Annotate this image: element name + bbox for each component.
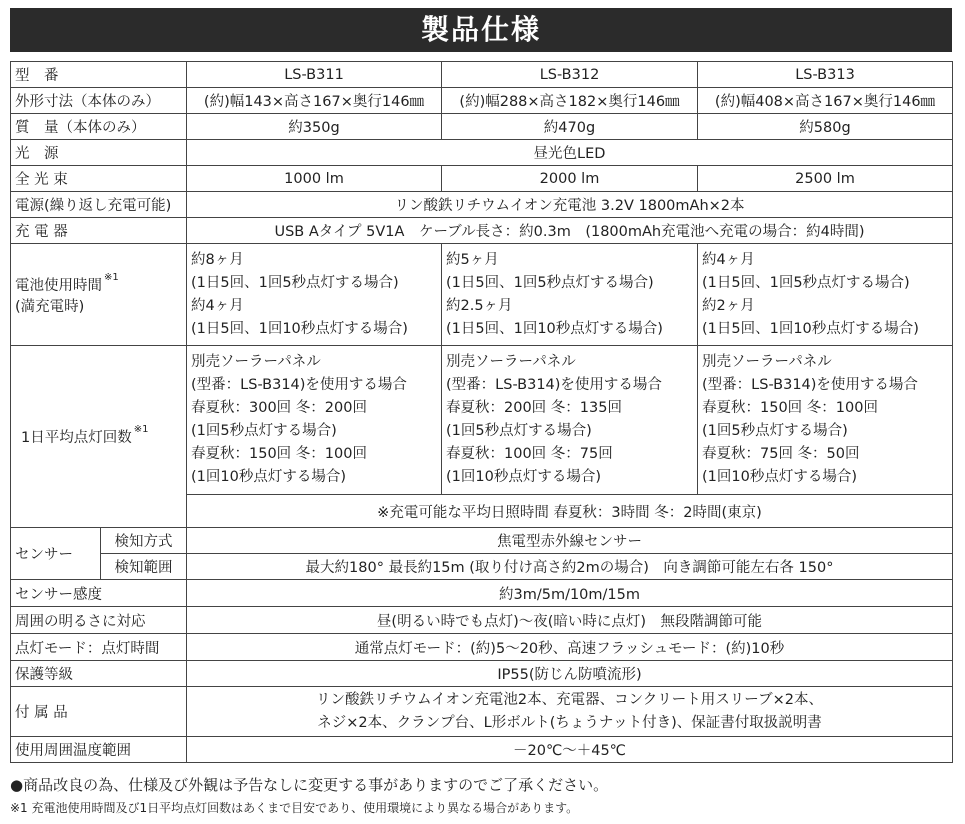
accessories-value	[187, 687, 953, 737]
model-b313: LS-B313	[698, 62, 953, 88]
daily-count-b313-line: 春夏秋：150回 冬：100回	[702, 400, 878, 416]
model-label: 型 番	[11, 62, 187, 88]
weight-b311: 約350g	[187, 114, 442, 140]
ambient-value: 昼(明るい時でも点灯)〜夜(暗い時に点灯) 無段階調節可能	[187, 607, 953, 634]
battery-time-b312-line: 約2.5ヶ月	[446, 297, 513, 314]
daily-count-b312-line: 春夏秋：200回 冬：135回	[446, 400, 622, 416]
row-weight	[11, 114, 953, 140]
lighting-mode-label: 点灯モード：点灯時間	[11, 634, 187, 661]
battery-time-b313	[698, 244, 953, 346]
daily-count-label-text: 1日平均点灯回数	[21, 430, 132, 446]
battery-time-b313-line: (1日5回、1回10秒点灯する場合)	[702, 320, 919, 337]
battery-time-b312	[442, 244, 698, 346]
light-source-value: 昼光色LED	[187, 140, 953, 166]
protection-label: 保護等級	[11, 661, 187, 687]
battery-time-b313-line: (1日5回、1回5秒点灯する場合)	[702, 274, 910, 291]
battery-time-b311-line: 約8ヶ月	[191, 251, 244, 268]
daily-count-b311-line: 春夏秋：150回 冬：100回	[191, 446, 367, 462]
battery-time-b311	[187, 244, 442, 346]
row-dimensions	[11, 88, 953, 114]
model-b312: LS-B312	[442, 62, 698, 88]
daily-count-b313-line: (型番：LS-B314)を使用する場合	[702, 377, 918, 393]
weight-label: 質 量（本体のみ）	[11, 114, 187, 140]
row-power	[11, 192, 953, 218]
accessories-line: ネジ×2本、クランプ台、L形ボルト(ちょうナット付き)、保証書付取扱説明書	[317, 714, 822, 731]
lighting-mode-value: 通常点灯モード：(約)5〜20秒、高速フラッシュモード：(約)10秒	[187, 634, 953, 661]
row-luminous-flux	[11, 166, 953, 192]
row-daily-count	[11, 346, 953, 495]
luminous-flux-b312: 2000 lm	[442, 166, 698, 192]
daily-count-b313	[698, 346, 953, 495]
footnotes	[10, 774, 952, 816]
weight-b313: 約580g	[698, 114, 953, 140]
dimensions-b313: (約)幅408×高さ167×奥行146㎜	[698, 88, 953, 114]
battery-time-b312-line: (1日5回、1回10秒点灯する場合)	[446, 320, 663, 337]
temperature-value: －20℃〜＋45℃	[187, 737, 953, 763]
dimensions-label: 外形寸法（本体のみ）	[11, 88, 187, 114]
luminous-flux-b311: 1000 lm	[187, 166, 442, 192]
sensor-label: センサー	[11, 528, 101, 580]
daily-count-b312-line: (1回5秒点灯する場合)	[446, 423, 592, 439]
daily-count-footnote-mark: ※1	[133, 424, 149, 435]
daily-count-b313-line: 別売ソーラーパネル	[702, 354, 832, 370]
daily-count-b313-line: 春夏秋：75回 冬：50回	[702, 446, 860, 462]
daily-count-b312-line: 春夏秋：100回 冬：75回	[446, 446, 613, 462]
daily-count-note: ※充電可能な平均日照時間 春夏秋：3時間 冬：2時間(東京)	[187, 495, 953, 528]
sensor-method-value: 焦電型赤外線センサー	[187, 528, 953, 554]
row-sensitivity	[11, 580, 953, 607]
row-temperature	[11, 737, 953, 763]
weight-b312: 約470g	[442, 114, 698, 140]
row-battery-time	[11, 244, 953, 346]
accessories-line: リン酸鉄リチウムイオン充電池2本、充電器、コンクリート用スリーブ×2本、	[316, 691, 823, 708]
battery-time-label-line1: 電池使用時間	[15, 277, 102, 294]
sensor-range-label: 検知範囲	[101, 554, 187, 580]
row-sensor-method	[11, 528, 953, 554]
daily-count-label	[11, 346, 187, 528]
notice-text: ●商品改良の為、仕様及び外観は予告なしに変更する事がありますのでご了承ください。	[10, 776, 609, 794]
model-b311: LS-B311	[187, 62, 442, 88]
row-protection	[11, 661, 953, 687]
battery-time-b311-line: (1日5回、1回5秒点灯する場合)	[191, 274, 399, 291]
daily-count-b313-line: (1回10秒点灯する場合)	[702, 469, 857, 485]
daily-count-b311	[187, 346, 442, 495]
sensitivity-label: センサー感度	[11, 580, 187, 607]
daily-count-b311-line: 春夏秋：300回 冬：200回	[191, 400, 367, 416]
dimensions-b311: (約)幅143×高さ167×奥行146㎜	[187, 88, 442, 114]
battery-time-b312-line: 約5ヶ月	[446, 251, 499, 268]
battery-time-b312-line: (1日5回、1回5秒点灯する場合)	[446, 274, 654, 291]
temperature-label: 使用周囲温度範囲	[11, 737, 187, 763]
daily-count-b311-line: (1回10秒点灯する場合)	[191, 469, 346, 485]
battery-time-b313-line: 約2ヶ月	[702, 297, 755, 314]
row-charger	[11, 218, 953, 244]
footnote-1: ※1 充電池使用時間及び1日平均点灯回数はあくまで目安であり、使用環境により異なる場合があります。	[10, 801, 579, 815]
luminous-flux-b313: 2500 lm	[698, 166, 953, 192]
daily-count-b311-line: (1回5秒点灯する場合)	[191, 423, 337, 439]
daily-count-b313-line: (1回5秒点灯する場合)	[702, 423, 848, 439]
battery-time-b311-line: 約4ヶ月	[191, 297, 244, 314]
light-source-label: 光 源	[11, 140, 187, 166]
sensitivity-value: 約3m/5m/10m/15m	[187, 580, 953, 607]
accessories-label: 付 属 品	[11, 687, 187, 737]
power-label: 電源(繰り返し充電可能)	[11, 192, 187, 218]
row-ambient	[11, 607, 953, 634]
sensor-method-label: 検知方式	[101, 528, 187, 554]
daily-count-b311-line: 別売ソーラーパネル	[191, 354, 321, 370]
battery-time-label-line2: (満充電時)	[15, 298, 85, 315]
protection-value: IP55(防じん防噴流形)	[187, 661, 953, 687]
row-light-source	[11, 140, 953, 166]
daily-count-b312-line: (型番：LS-B314)を使用する場合	[446, 377, 662, 393]
charger-value: USB Aタイプ 5V1A ケーブル長さ：約0.3m (1800mAh充電池へ充電の場合：約4時間)	[187, 218, 953, 244]
sensor-range-value: 最大約180° 最長約15m (取り付け高さ約2mの場合) 向き調節可能左右各 150°	[187, 554, 953, 580]
spec-table	[10, 61, 953, 763]
daily-count-b312-line: (1回10秒点灯する場合)	[446, 469, 601, 485]
charger-label: 充 電 器	[11, 218, 187, 244]
power-value: リン酸鉄リチウムイオン充電池 3.2V 1800mAh×2本	[187, 192, 953, 218]
row-sensor-range	[11, 554, 953, 580]
battery-time-b313-line: 約4ヶ月	[702, 251, 755, 268]
daily-count-b311-line: (型番：LS-B314)を使用する場合	[191, 377, 407, 393]
battery-time-b311-line: (1日5回、1回10秒点灯する場合)	[191, 320, 408, 337]
page-title: 製品仕様	[10, 8, 952, 52]
row-accessories	[11, 687, 953, 737]
ambient-label: 周囲の明るさに対応	[11, 607, 187, 634]
row-model	[11, 62, 953, 88]
dimensions-b312: (約)幅288×高さ182×奥行146㎜	[442, 88, 698, 114]
daily-count-b312	[442, 346, 698, 495]
battery-time-label	[11, 244, 187, 346]
battery-time-footnote-mark: ※1	[104, 271, 119, 283]
luminous-flux-label: 全 光 束	[11, 166, 187, 192]
daily-count-b312-line: 別売ソーラーパネル	[446, 354, 576, 370]
row-lighting-mode	[11, 634, 953, 661]
